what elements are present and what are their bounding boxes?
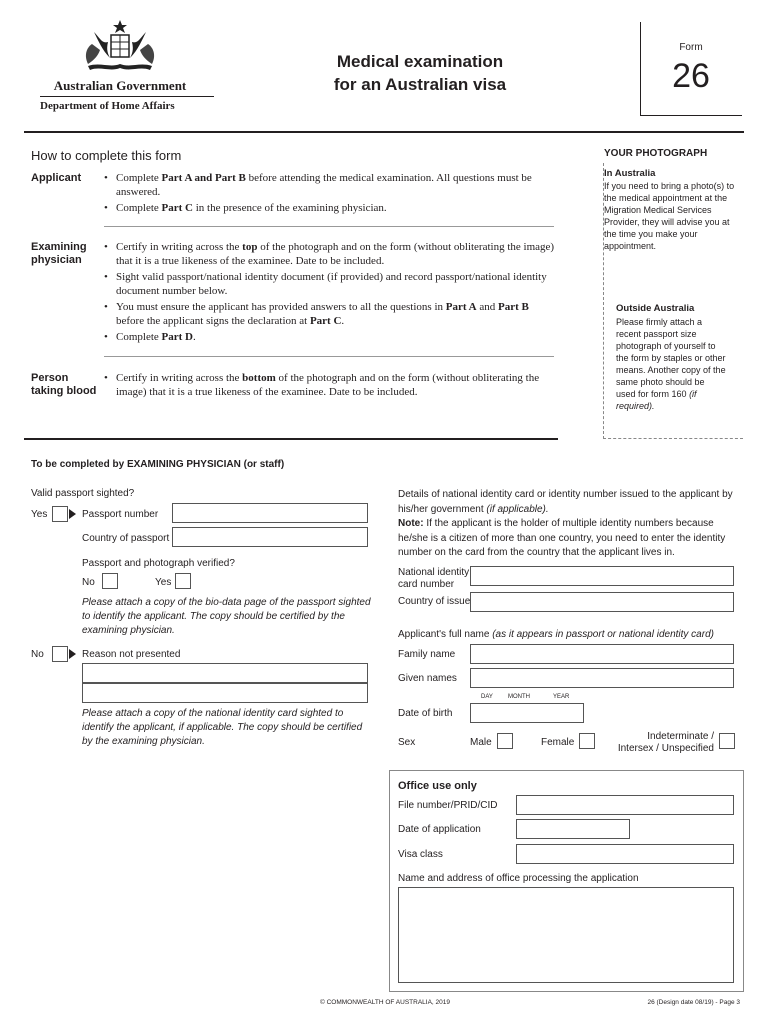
passport-no-checkbox[interactable]	[52, 646, 68, 662]
how-to-bottom-rule	[24, 438, 558, 440]
government-name: Australian Government	[53, 78, 187, 93]
physician-bullet-1: • Certify in writing across the top of the photograph and on the form (without obliterating the image) that it is a true likeness of the examinee. Date to be included.	[104, 240, 556, 268]
indeterminate-label: Indeterminate / Intersex / Unspecified	[617, 731, 714, 754]
nid-number-input[interactable]	[470, 566, 734, 586]
full-name-label: Applicant's full name (as it appears in passport or national identity card)	[398, 629, 714, 640]
physician-bullet-4: • Complete Part D.	[104, 330, 556, 344]
in-australia-title: In Australia	[604, 168, 656, 179]
country-passport-input[interactable]	[172, 527, 368, 547]
blood-label-1: Person	[31, 372, 69, 384]
day-label: DAY	[481, 694, 493, 700]
photo-heading: YOUR PHOTOGRAPH	[604, 148, 708, 159]
how-to-heading: How to complete this form	[31, 148, 182, 163]
office-use-heading: Office use only	[398, 780, 477, 792]
date-application-input[interactable]	[516, 819, 630, 839]
biodata-note: Please attach a copy of the bio-data page of the passport sighted to identify the applicant. The copy should be certified by the examining physician.	[82, 597, 371, 636]
male-checkbox[interactable]	[497, 733, 513, 749]
coat-of-arms-icon	[80, 18, 160, 76]
male-label: Male	[470, 737, 492, 748]
month-label: MONTH	[508, 694, 530, 700]
applicant-bullet-2: • Complete Part C in the presence of the examining physician.	[104, 201, 554, 215]
file-number-input[interactable]	[516, 795, 734, 815]
family-name-label: Family name	[398, 649, 456, 660]
nid-note: Please attach a copy of the national identity card sighted to identify the applicant, if applicable. The copy should be certified by the examining physician.	[82, 708, 363, 747]
family-name-input[interactable]	[470, 644, 734, 664]
country-passport-label: Country of passport	[82, 533, 170, 544]
verified-yes-checkbox[interactable]	[175, 573, 191, 589]
arrow-right-icon	[69, 649, 76, 659]
divider-2	[104, 356, 554, 357]
applicant-bullets	[104, 171, 554, 215]
form-title-line-2: for an Australian visa	[333, 75, 507, 94]
given-names-label: Given names	[398, 673, 457, 684]
country-issue-input[interactable]	[470, 592, 734, 612]
form-label: Form	[679, 42, 703, 53]
year-label: YEAR	[553, 694, 570, 700]
female-label: Female	[541, 737, 575, 748]
outside-australia-text: Please firmly attach a recent passport size photograph of yourself to the form by staples or other means. Another copy of the same photo should be used for form 160 (if required).	[616, 317, 726, 411]
copyright-text: © COMMONWEALTH OF AUSTRALIA, 2019	[320, 999, 450, 1006]
verified-no-label: No	[82, 577, 95, 588]
passport-number-input[interactable]	[172, 503, 368, 523]
applicant-label: Applicant	[31, 172, 82, 184]
physician-section-heading: To be completed by EXAMINING PHYSICIAN (or staff)	[31, 459, 285, 470]
visa-class-input[interactable]	[516, 844, 734, 864]
nid-number-label-2: card number	[398, 579, 455, 590]
yes-label: Yes	[31, 509, 48, 520]
dob-label: Date of birth	[398, 708, 453, 719]
blood-bullet-1: • Certify in writing across the bottom of the photograph and on the form (without obliterating the image) that it is a true likeness of the examinee. Date to be included.	[104, 371, 556, 399]
applicant-bullet-1: • Complete Part A and Part B before attending the medical examination. All questions must be answered.	[104, 171, 554, 199]
name-address-textarea[interactable]	[398, 887, 734, 983]
verified-no-checkbox[interactable]	[102, 573, 118, 589]
reason-input-line-2[interactable]	[82, 683, 368, 703]
female-checkbox[interactable]	[579, 733, 595, 749]
name-address-label: Name and address of office processing the application	[398, 873, 639, 884]
no-label: No	[31, 649, 44, 660]
passport-number-label: Passport number	[82, 509, 159, 520]
dob-input[interactable]	[470, 703, 584, 723]
department-name: Department of Home Affairs	[40, 100, 175, 112]
physician-label-1: Examining	[31, 241, 87, 253]
indeterminate-checkbox[interactable]	[719, 733, 735, 749]
in-australia-text: If you need to bring a photo(s) to the medical appointment at the Migration Medical Services Provider, they will advise you at the time you make your appointment.	[604, 181, 735, 251]
file-number-label: File number/PRID/CID	[398, 800, 498, 811]
page-number-text: 26 (Design date 08/19) - Page 3	[647, 999, 740, 1006]
blood-label-2: taking blood	[31, 385, 97, 397]
sex-label: Sex	[398, 737, 416, 748]
divider-1	[104, 226, 554, 227]
form-title-line-1: Medical examination	[336, 52, 504, 71]
reason-input-line-1[interactable]	[82, 663, 368, 683]
form-number: 26	[672, 57, 710, 95]
top-rule	[24, 131, 744, 133]
passport-yes-checkbox[interactable]	[52, 506, 68, 522]
verified-yes-label: Yes	[155, 577, 172, 588]
nid-details-text: Details of national identity card or identity number issued to the applicant by his/her government (if applicable). Note: If the applicant is the holder of multiple identity numbers because he/she is a citizen of more than one country, you need to enter the identity number on the card from the country that the applicant lives in.	[398, 489, 733, 558]
outside-australia-title: Outside Australia	[616, 303, 695, 314]
physician-bullet-3: • You must ensure the applicant has provided answers to all the questions in Part A and Part B before the applicant signs the declaration at Part C.	[104, 300, 556, 328]
visa-class-label: Visa class	[398, 849, 443, 860]
nid-number-label-1: National identity	[398, 567, 470, 578]
physician-bullets	[104, 240, 556, 344]
country-issue-label: Country of issue	[398, 596, 471, 607]
reason-not-presented-label: Reason not presented	[82, 649, 181, 660]
photo-verified-label: Passport and photograph verified?	[82, 558, 235, 569]
physician-bullet-2: • Sight valid passport/national identity document (if provided) and record passport/national identity document number below.	[104, 270, 556, 298]
form-number-box	[640, 22, 742, 116]
physician-label-2: physician	[31, 254, 82, 266]
date-application-label: Date of application	[398, 824, 481, 835]
passport-sighted-label: Valid passport sighted?	[31, 488, 135, 499]
given-names-input[interactable]	[470, 668, 734, 688]
blood-bullets	[104, 371, 556, 399]
header-divider	[40, 96, 214, 97]
arrow-right-icon	[69, 509, 76, 519]
